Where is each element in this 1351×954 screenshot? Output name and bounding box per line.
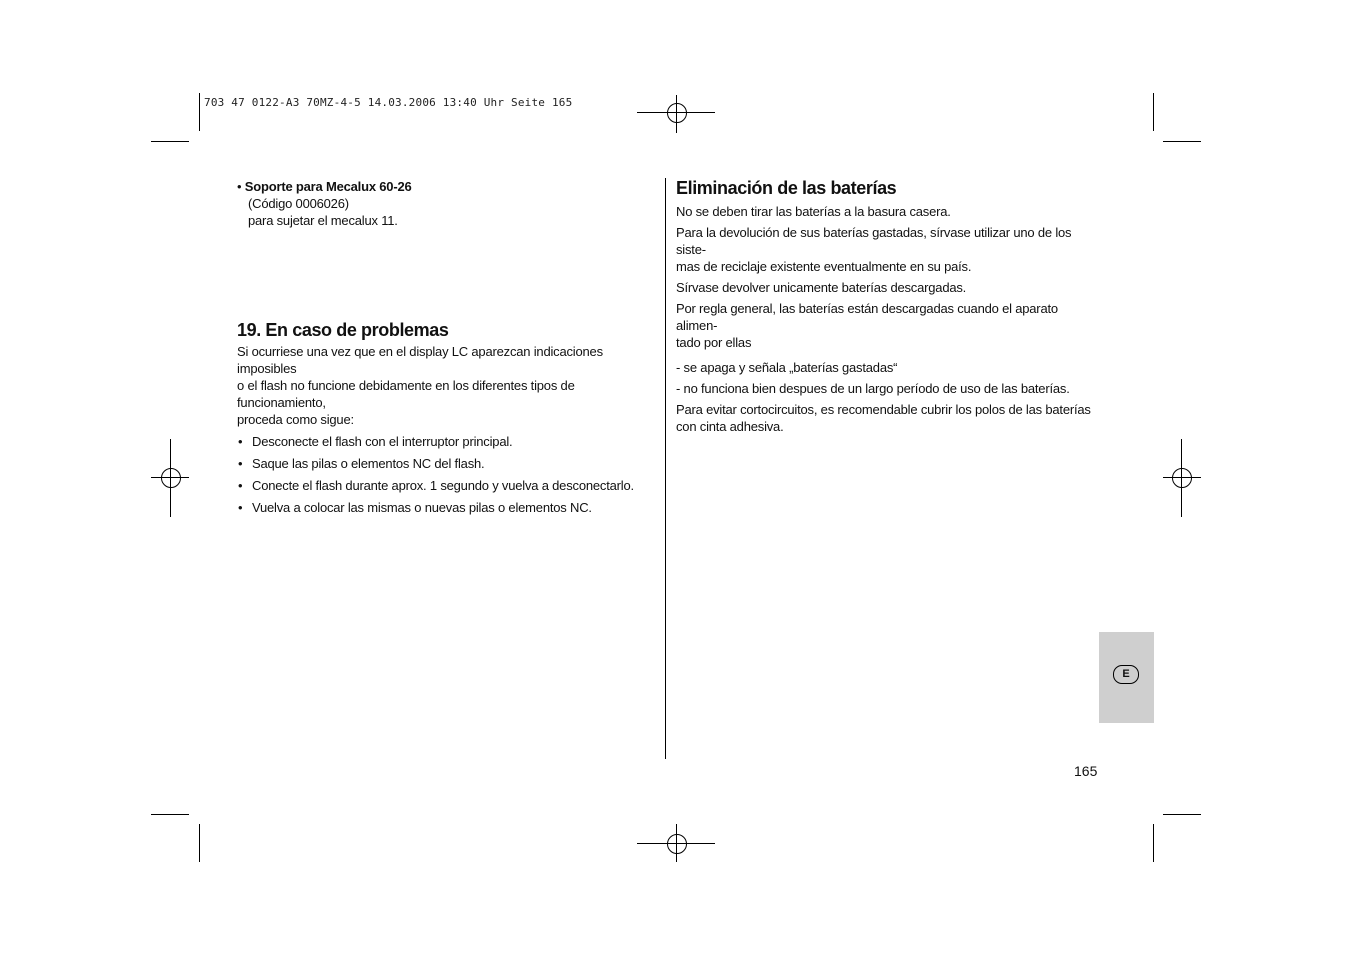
intro-line: proceda como sigue: [237, 412, 354, 427]
list-item: - no funciona bien despues de un largo período de uso de las baterías. [676, 381, 1070, 396]
accessory-entry: • Soporte para Mecalux 60-26 (Código 0006026) para sujetar el mecalux 11. [237, 179, 412, 228]
paragraph: Por regla general, las baterías están descargadas cuando el aparato alimen- [676, 301, 1058, 333]
column-divider [665, 178, 666, 759]
crop-mark [199, 824, 200, 862]
print-slug: 703 47 0122-A3 70MZ-4-5 14.03.2006 13:40 Uhr Seite 165 [204, 96, 573, 109]
section-title: Eliminación de las baterías [676, 178, 897, 198]
intro-line: o el flash no funcione debidamente en los diferentes tipos de funcionamiento, [237, 378, 575, 410]
troubleshooting-section [237, 319, 661, 516]
crop-mark [151, 141, 189, 142]
paragraph: Para la devolución de sus baterías gastadas, sírvase utilizar uno de los siste- [676, 225, 1072, 257]
paragraph: No se deben tirar las baterías a la basura casera. [676, 204, 951, 219]
crop-mark [1163, 141, 1201, 142]
accessory-code: (Código 0006026) [248, 196, 349, 211]
language-tab [1099, 632, 1154, 723]
list-item: • Conecte el flash durante aprox. 1 segundo y vuelva a desconectarlo. [237, 477, 661, 494]
accessory-name: Soporte para Mecalux 60-26 [244, 179, 412, 194]
list-item: • Saque las pilas o elementos NC del flash. [237, 455, 661, 472]
crop-mark [1153, 93, 1154, 131]
section-title: 19. En caso de problemas [237, 320, 449, 340]
crop-mark [199, 93, 200, 131]
intro-line: Si ocurriese una vez que en el display LC aparezcan indicaciones imposibles [237, 344, 603, 376]
list-item: • Vuelva a colocar las mismas o nuevas pilas o elementos NC. [237, 499, 661, 516]
list-item: - se apaga y señala „baterías gastadas“ [676, 360, 898, 375]
paragraph: Sírvase devolver unicamente baterías descargadas. [676, 280, 967, 295]
crop-mark [151, 814, 189, 815]
language-badge: E [1113, 665, 1139, 684]
paragraph: tado por ellas [676, 335, 752, 350]
steps-list [237, 433, 661, 516]
paragraph: con cinta adhesiva. [676, 419, 784, 434]
crop-mark [1163, 814, 1201, 815]
crop-mark [1153, 824, 1154, 862]
page-number: 165 [1074, 763, 1098, 779]
battery-disposal-section [676, 177, 1101, 435]
list-item: • Desconecte el flash con el interruptor principal. [237, 433, 661, 450]
accessory-description: para sujetar el mecalux 11. [248, 213, 398, 228]
paragraph: mas de reciclaje existente eventualmente en su país. [676, 259, 972, 274]
paragraph: Para evitar cortocircuitos, es recomendable cubrir los polos de las baterías [676, 402, 1091, 417]
